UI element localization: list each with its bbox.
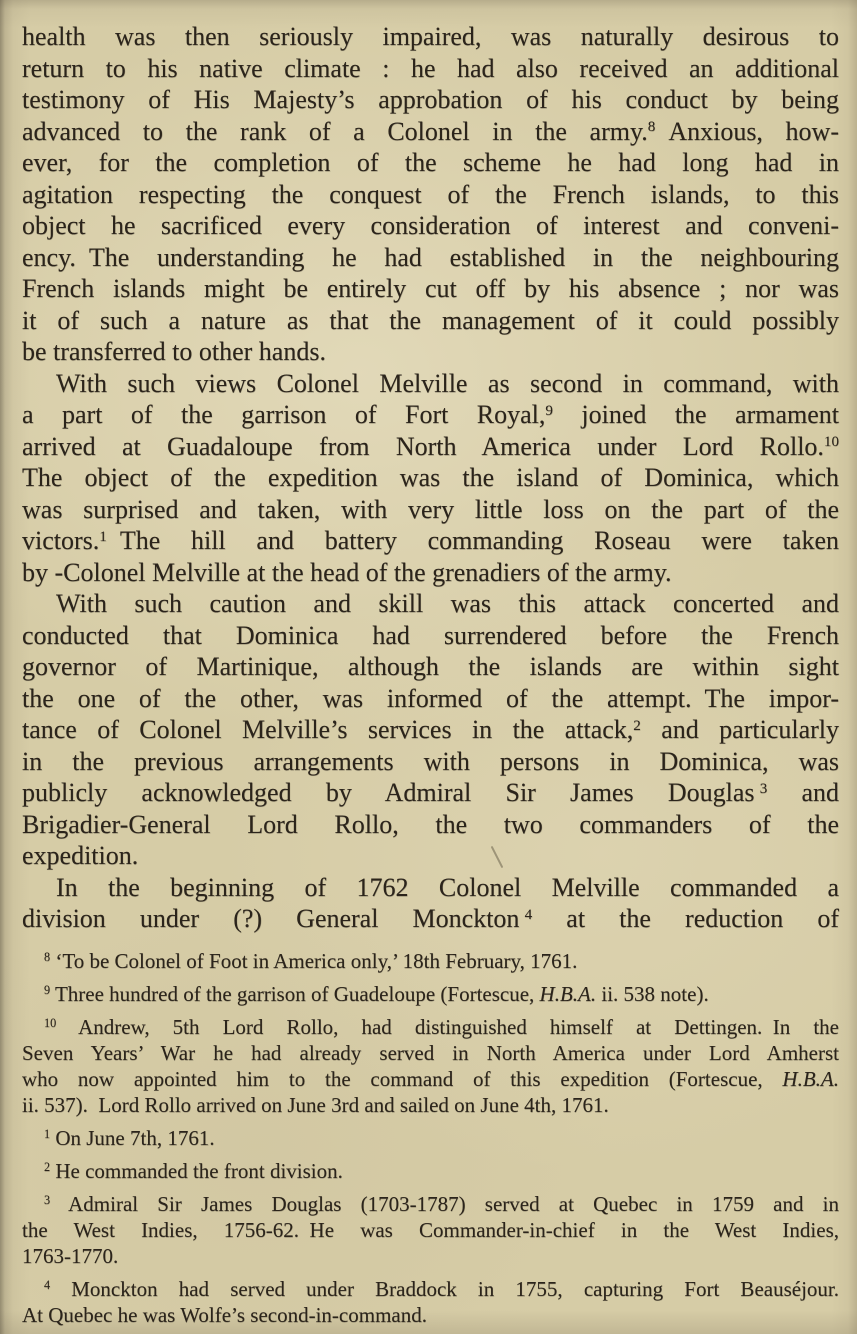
text-segment: the one of the other, was informed of the attempt. The impor- bbox=[22, 683, 839, 713]
text-line bbox=[22, 1066, 839, 1092]
text-segment: 1763-1770. bbox=[22, 1244, 119, 1268]
text-line bbox=[22, 872, 839, 904]
text-segment: division under (?) General Monckton bbox=[22, 904, 525, 933]
text-line bbox=[22, 84, 839, 116]
text-line bbox=[22, 809, 839, 841]
text-line bbox=[22, 242, 839, 274]
text-segment: Anxious, how- bbox=[655, 116, 839, 146]
text-line bbox=[22, 557, 839, 589]
text-segment: The hill and battery commanding Roseau were taken bbox=[106, 526, 839, 555]
text-line bbox=[22, 948, 839, 974]
text-segment: arrived at Guadaloupe from North America under Lord Rollo. bbox=[22, 431, 824, 461]
text-segment: testimony of His Majesty’s approbation of his conduct by being bbox=[22, 85, 839, 114]
text-segment: conducted that Dominica had surrendered before the French bbox=[22, 620, 839, 650]
text-line bbox=[22, 210, 839, 242]
text-segment: and bbox=[767, 778, 839, 807]
paragraph bbox=[22, 368, 839, 589]
text-segment: Three hundred of the garrison of Guadeloupe (Fortescue, bbox=[50, 982, 540, 1006]
text-segment: French islands might be entirely cut off by his absence ; nor was bbox=[22, 274, 839, 303]
text-segment: who now appointed him to the command of this expedition (Fortescue, bbox=[22, 1067, 783, 1091]
text-segment: On June 7th, 1761. bbox=[50, 1126, 215, 1150]
text-line bbox=[22, 494, 839, 526]
text-line bbox=[22, 399, 839, 431]
footnote bbox=[22, 1276, 839, 1328]
text-segment: agitation respecting the conquest of the French islands, to this bbox=[22, 179, 839, 209]
text-segment: be transferred to other hands. bbox=[22, 337, 326, 366]
text-line bbox=[22, 1158, 839, 1184]
footnote-marker: 10 bbox=[823, 434, 839, 451]
text-segment: return to his native climate : he had also received an additional bbox=[22, 53, 839, 83]
text-segment: Admiral Sir James Douglas (1703-1787) served at Quebec in 1759 and in bbox=[50, 1192, 839, 1216]
text-segment: advanced to the rank of a Colonel in the army. bbox=[22, 116, 648, 146]
text-line bbox=[22, 903, 839, 935]
text-segment: With such caution and skill was this attack concerted and bbox=[56, 589, 839, 618]
footnote bbox=[22, 1158, 839, 1184]
text-line bbox=[22, 462, 839, 494]
text-line bbox=[22, 368, 839, 400]
text-segment: With such views Colonel Melville as second in command, with bbox=[56, 368, 839, 398]
footnote-marker: 10 bbox=[44, 1016, 57, 1031]
text-segment: it of such a nature as that the management of it could possibly bbox=[22, 305, 839, 335]
footnote bbox=[22, 1191, 839, 1269]
footnote-marker: 8 bbox=[44, 950, 51, 965]
text-segment: Brigadier-General Lord Rollo, the two commanders of the bbox=[22, 809, 839, 839]
text-line bbox=[22, 116, 839, 148]
footnotes-block bbox=[22, 948, 839, 1328]
text-line bbox=[22, 746, 839, 778]
footnote-marker: 3 bbox=[44, 1193, 51, 1208]
footnote-marker: 1 bbox=[44, 1127, 51, 1142]
text-line bbox=[22, 1040, 839, 1066]
text-segment: at the reduction of bbox=[532, 904, 839, 933]
footnote-marker: 3 bbox=[759, 780, 768, 797]
text-segment: a part of the garrison of Fort Royal, bbox=[22, 400, 546, 429]
text-segment: ii. 537). Lord Rollo arrived on June 3rd and sailed on June 4th, 1761. bbox=[22, 1093, 609, 1117]
text-segment: Andrew, 5th Lord Rollo, had distinguished himself at Dettingen. In the bbox=[56, 1015, 839, 1039]
text-segment: the West Indies, 1756-62. He was Commander-in-chief in the West Indies, bbox=[22, 1218, 839, 1242]
paragraph bbox=[22, 588, 839, 872]
paragraph bbox=[22, 21, 839, 368]
text-line bbox=[22, 714, 839, 746]
text-segment: health was then seriously impaired, was naturally desirous to bbox=[22, 22, 839, 51]
text-line bbox=[22, 1302, 839, 1328]
text-segment: and particularly bbox=[640, 715, 839, 744]
text-line bbox=[22, 1217, 839, 1243]
text-line bbox=[22, 588, 839, 620]
text-segment: expedition. bbox=[22, 841, 139, 870]
text-line bbox=[22, 1191, 839, 1217]
text-segment: In the beginning of 1762 Colonel Melville commanded a bbox=[56, 872, 839, 902]
footnote-marker: 2 bbox=[44, 1160, 51, 1175]
text-segment: H.B.A. bbox=[782, 1067, 839, 1091]
text-line bbox=[22, 651, 839, 683]
text-line bbox=[22, 21, 839, 53]
text-segment: The object of the expedition was the island of Dominica, which bbox=[22, 463, 839, 492]
text-segment: ency. The understanding he had established in the neighbouring bbox=[22, 242, 839, 272]
text-line bbox=[22, 1243, 839, 1269]
footnote-marker: 4 bbox=[524, 906, 533, 923]
text-segment: by -Colonel Melville at the head of the grenadiers of the army. bbox=[22, 557, 672, 587]
text-segment: Monckton had served under Braddock in 1755, capturing Fort Beauséjour. bbox=[50, 1277, 839, 1301]
text-segment: object he sacrificed every consideration of interest and conveni- bbox=[22, 211, 839, 240]
text-line bbox=[22, 1276, 839, 1302]
text-line bbox=[22, 336, 839, 368]
text-line bbox=[22, 620, 839, 652]
text-line bbox=[22, 273, 839, 305]
footnote-marker: 9 bbox=[545, 402, 553, 419]
text-segment: ‘To be Colonel of Foot in America only,’ 18th February, 1761. bbox=[50, 949, 578, 973]
text-segment: governor of Martinique, although the islands are within sight bbox=[22, 652, 839, 681]
text-segment: ii. 538 note). bbox=[596, 982, 709, 1006]
footnote-marker: 2 bbox=[633, 717, 641, 734]
text-line bbox=[22, 53, 839, 85]
text-segment: H.B.A. bbox=[539, 982, 597, 1006]
text-segment: Seven Years’ War he had already served in North America under Lord Amherst bbox=[22, 1041, 839, 1065]
paragraph bbox=[22, 872, 839, 935]
text-segment: was surprised and taken, with very little loss on the part of the bbox=[22, 494, 839, 524]
footnote-marker: 1 bbox=[99, 528, 107, 545]
main-text-block bbox=[22, 21, 839, 935]
text-line bbox=[22, 1014, 839, 1040]
text-line bbox=[22, 179, 839, 211]
footnote bbox=[22, 981, 839, 1007]
text-segment: At Quebec he was Wolfe’s second-in-command. bbox=[22, 1303, 427, 1327]
text-line bbox=[22, 1092, 839, 1118]
text-line bbox=[22, 305, 839, 337]
footnote bbox=[22, 948, 839, 974]
text-line bbox=[22, 147, 839, 179]
text-segment: joined the armament bbox=[552, 400, 840, 429]
text-segment: publicly acknowledged by Admiral Sir James Douglas bbox=[22, 778, 760, 807]
text-segment: victors. bbox=[22, 526, 100, 555]
text-segment: in the previous arrangements with persons in Dominica, was bbox=[22, 746, 839, 776]
footnote-marker: 9 bbox=[44, 983, 51, 998]
text-segment: He commanded the front division. bbox=[50, 1159, 343, 1183]
text-segment: tance of Colonel Melville’s services in the attack, bbox=[22, 715, 634, 744]
text-line bbox=[22, 777, 839, 809]
footnote bbox=[22, 1014, 839, 1118]
text-line bbox=[22, 683, 839, 715]
text-line bbox=[22, 431, 839, 463]
text-segment: ever, for the completion of the scheme he had long had in bbox=[22, 148, 839, 177]
text-line bbox=[22, 840, 839, 872]
footnote-marker: 8 bbox=[647, 119, 656, 136]
footnote-marker: 4 bbox=[44, 1278, 51, 1293]
text-line bbox=[22, 525, 839, 557]
text-line bbox=[22, 981, 839, 1007]
text-line bbox=[22, 1125, 839, 1151]
footnote bbox=[22, 1125, 839, 1151]
